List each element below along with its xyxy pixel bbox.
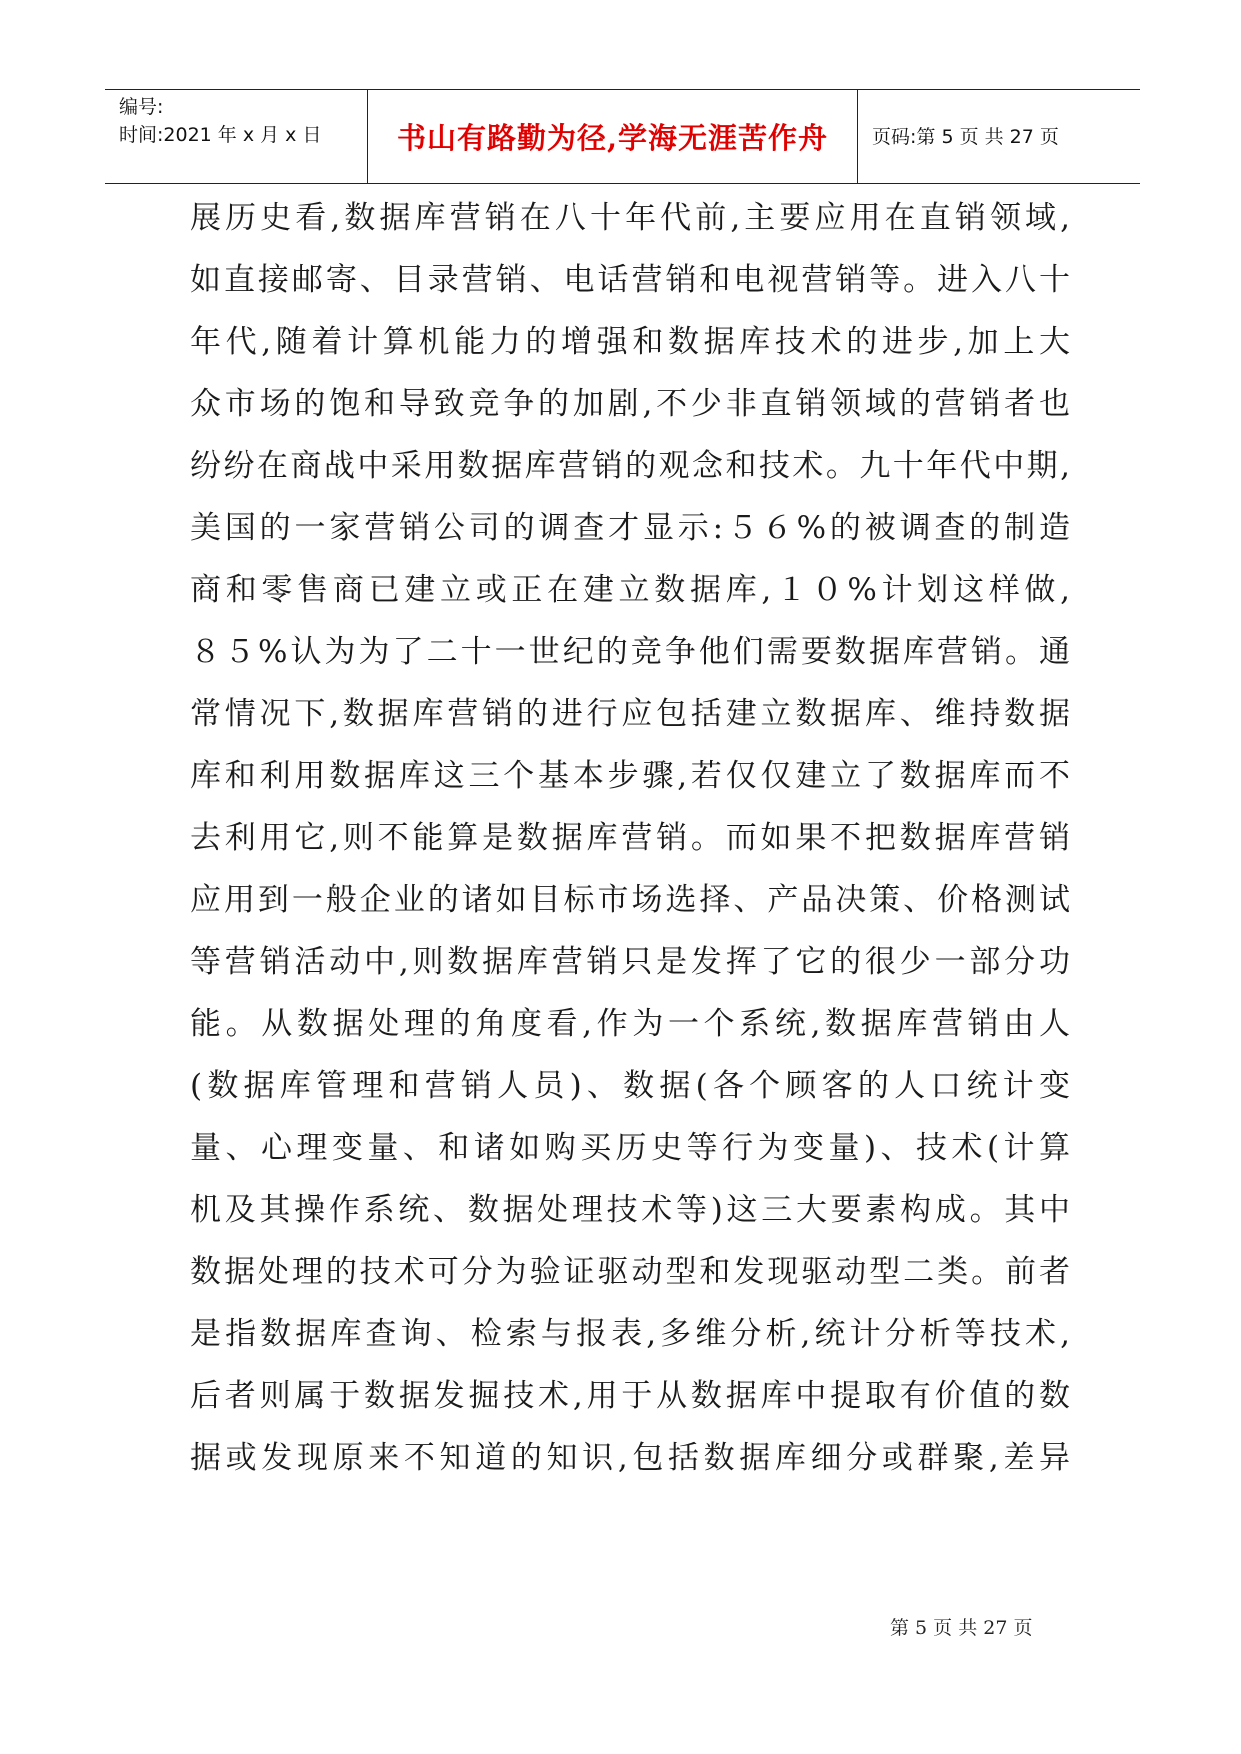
header-motto-cell bbox=[368, 90, 858, 183]
document-number-label: 编号: bbox=[119, 96, 164, 118]
text-line: 等营销活动中,则数据库营销只是发挥了它的很少一部分功 bbox=[190, 944, 1070, 980]
header-page-cell bbox=[858, 90, 1140, 183]
text-line: 库和利用数据库这三个基本步骤,若仅仅建立了数据库而不 bbox=[190, 758, 1070, 794]
header-page-number: 页码:第 5 页 共 27 页 bbox=[872, 125, 1059, 148]
page-header bbox=[105, 89, 1140, 184]
text-line: 展历史看,数据库营销在八十年代前,主要应用在直销领域, bbox=[190, 200, 1070, 236]
text-line: 去利用它,则不能算是数据库营销。而如果不把数据库营销 bbox=[190, 820, 1070, 856]
text-line: 常情况下,数据库营销的进行应包括建立数据库、维持数据 bbox=[190, 696, 1070, 732]
text-line: 数据处理的技术可分为验证驱动型和发现驱动型二类。前者 bbox=[190, 1254, 1070, 1290]
text-line: 纷纷在商战中采用数据库营销的观念和技术。九十年代中期, bbox=[190, 448, 1070, 484]
text-line: 应用到一般企业的诸如目标市场选择、产品决策、价格测试 bbox=[190, 882, 1070, 918]
text-line: 量、心理变量、和诸如购买历史等行为变量)、技术(计算 bbox=[190, 1130, 1070, 1166]
header-motto: 书山有路勤为径,学海无涯苦作舟 bbox=[396, 121, 829, 155]
text-line: 商和零售商已建立或正在建立数据库,１０%计划这样做, bbox=[190, 572, 1070, 608]
text-line: ８５%认为为了二十一世纪的竞争他们需要数据库营销。通 bbox=[190, 634, 1070, 670]
text-line: 是指数据库查询、检索与报表,多维分析,统计分析等技术, bbox=[190, 1316, 1070, 1352]
text-line: 年代,随着计算机能力的增强和数据库技术的进步,加上大 bbox=[190, 324, 1070, 360]
page-footer-number: 第 5 页 共 27 页 bbox=[890, 1617, 1033, 1639]
text-line: 机及其操作系统、数据处理技术等)这三大要素构成。其中 bbox=[190, 1192, 1070, 1228]
text-line: 如直接邮寄、目录营销、电话营销和电视营销等。进入八十 bbox=[190, 262, 1070, 298]
header-meta-cell bbox=[105, 90, 368, 183]
text-line: 后者则属于数据发掘技术,用于从数据库中提取有价值的数 bbox=[190, 1378, 1070, 1414]
text-line: 能。从数据处理的角度看,作为一个系统,数据库营销由人 bbox=[190, 1006, 1070, 1042]
body-text bbox=[190, 187, 1070, 1489]
text-line: 据或发现原来不知道的知识,包括数据库细分或群聚,差异 bbox=[190, 1440, 1070, 1476]
text-line: (数据库管理和营销人员)、数据(各个顾客的人口统计变 bbox=[190, 1068, 1070, 1104]
document-time-label: 时间:2021 年 x 月 x 日 bbox=[119, 124, 322, 146]
text-line: 美国的一家营销公司的调查才显示:５６%的被调查的制造 bbox=[190, 510, 1070, 546]
text-line: 众市场的饱和导致竞争的加剧,不少非直销领域的营销者也 bbox=[190, 386, 1070, 422]
